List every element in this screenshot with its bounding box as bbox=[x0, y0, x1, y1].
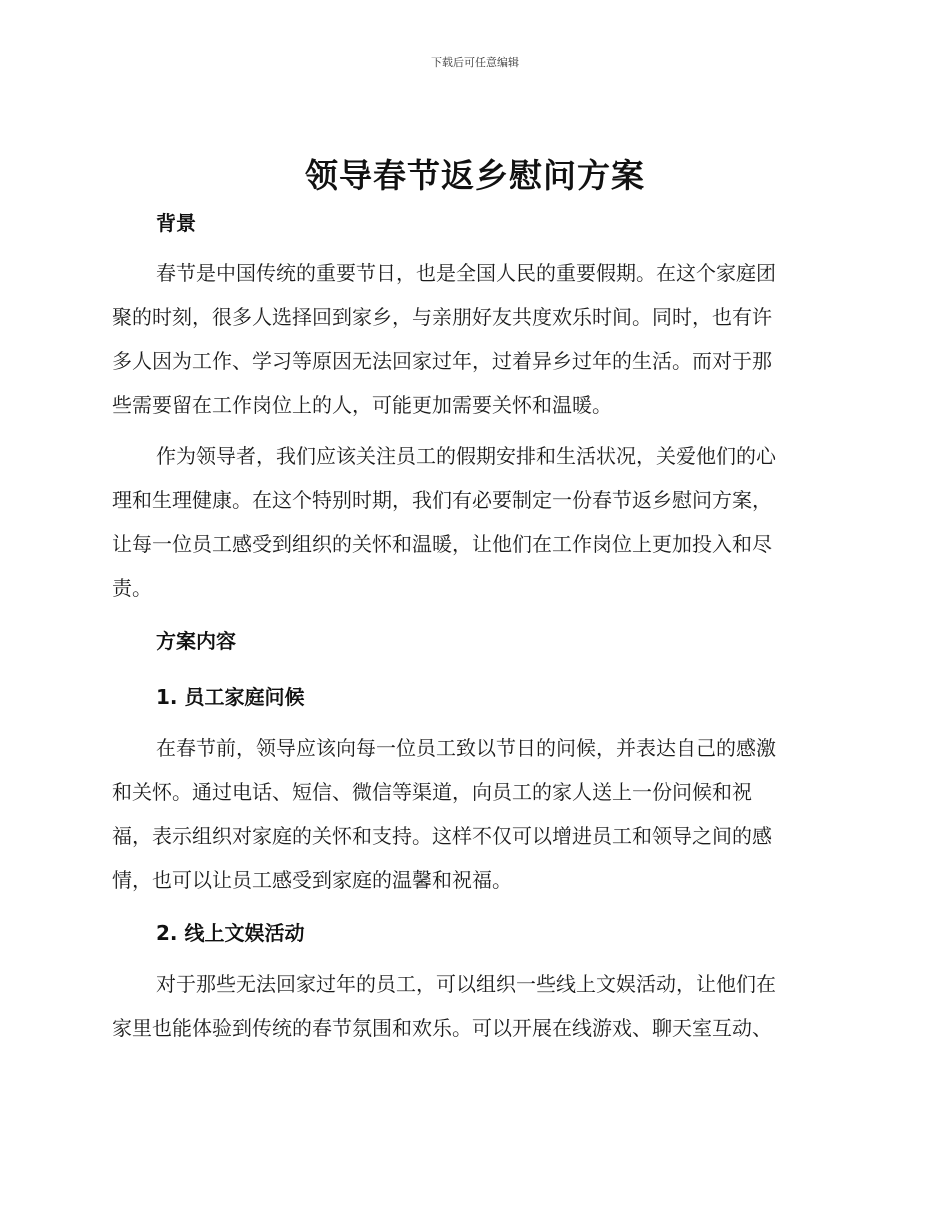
paragraph-background-2 bbox=[112, 434, 832, 610]
text-line: 让每一位员工感受到组织的关怀和温暖，让他们在工作岗位上更加投入和尽 bbox=[112, 532, 772, 556]
section-heading-plan: 方案内容 bbox=[156, 629, 236, 653]
paragraph-background-1 bbox=[112, 251, 832, 427]
text-line: 责。 bbox=[112, 576, 152, 600]
text-line: 多人因为工作、学习等原因无法回家过年，过着异乡过年的生活。而对于那 bbox=[112, 349, 772, 373]
paragraph-family-greetings bbox=[112, 726, 832, 902]
text-line: 家里也能体验到传统的春节氛围和欢乐。可以开展在线游戏、聊天室互动、 bbox=[112, 1016, 772, 1040]
text-line: 聚的时刻，很多人选择回到家乡，与亲朋好友共度欢乐时间。同时，也有许 bbox=[112, 305, 772, 329]
item-heading-online-activities: 2. 线上文娱活动 bbox=[156, 921, 305, 945]
text-line: 理和生理健康。在这个特别时期，我们有必要制定一份春节返乡慰问方案， bbox=[112, 488, 772, 512]
section-heading-background: 背景 bbox=[156, 211, 196, 235]
text-line: 些需要留在工作岗位上的人，可能更加需要关怀和温暖。 bbox=[112, 393, 612, 417]
text-line: 和关怀。通过电话、短信、微信等渠道，向员工的家人送上一份问候和祝 bbox=[112, 780, 752, 804]
text-line: 春节是中国传统的重要节日，也是全国人民的重要假期。在这个家庭团 bbox=[156, 261, 776, 285]
document-title: 领导春节返乡慰问方案 bbox=[305, 156, 645, 195]
text-line: 福，表示组织对家庭的关怀和支持。这样不仅可以增进员工和领导之间的感 bbox=[112, 824, 772, 848]
text-line: 对于那些无法回家过年的员工，可以组织一些线上文娱活动，让他们在 bbox=[156, 972, 776, 996]
text-line: 情，也可以让员工感受到家庭的温馨和祝福。 bbox=[112, 868, 512, 892]
paragraph-online-activities bbox=[112, 962, 832, 1050]
item-heading-family-greetings: 1. 员工家庭问候 bbox=[156, 685, 305, 709]
page-header-note: 下载后可任意编辑 bbox=[431, 56, 519, 69]
text-line: 作为领导者，我们应该关注员工的假期安排和生活状况，关爱他们的心 bbox=[156, 444, 776, 468]
text-line: 在春节前，领导应该向每一位员工致以节日的问候，并表达自己的感激 bbox=[156, 736, 776, 760]
